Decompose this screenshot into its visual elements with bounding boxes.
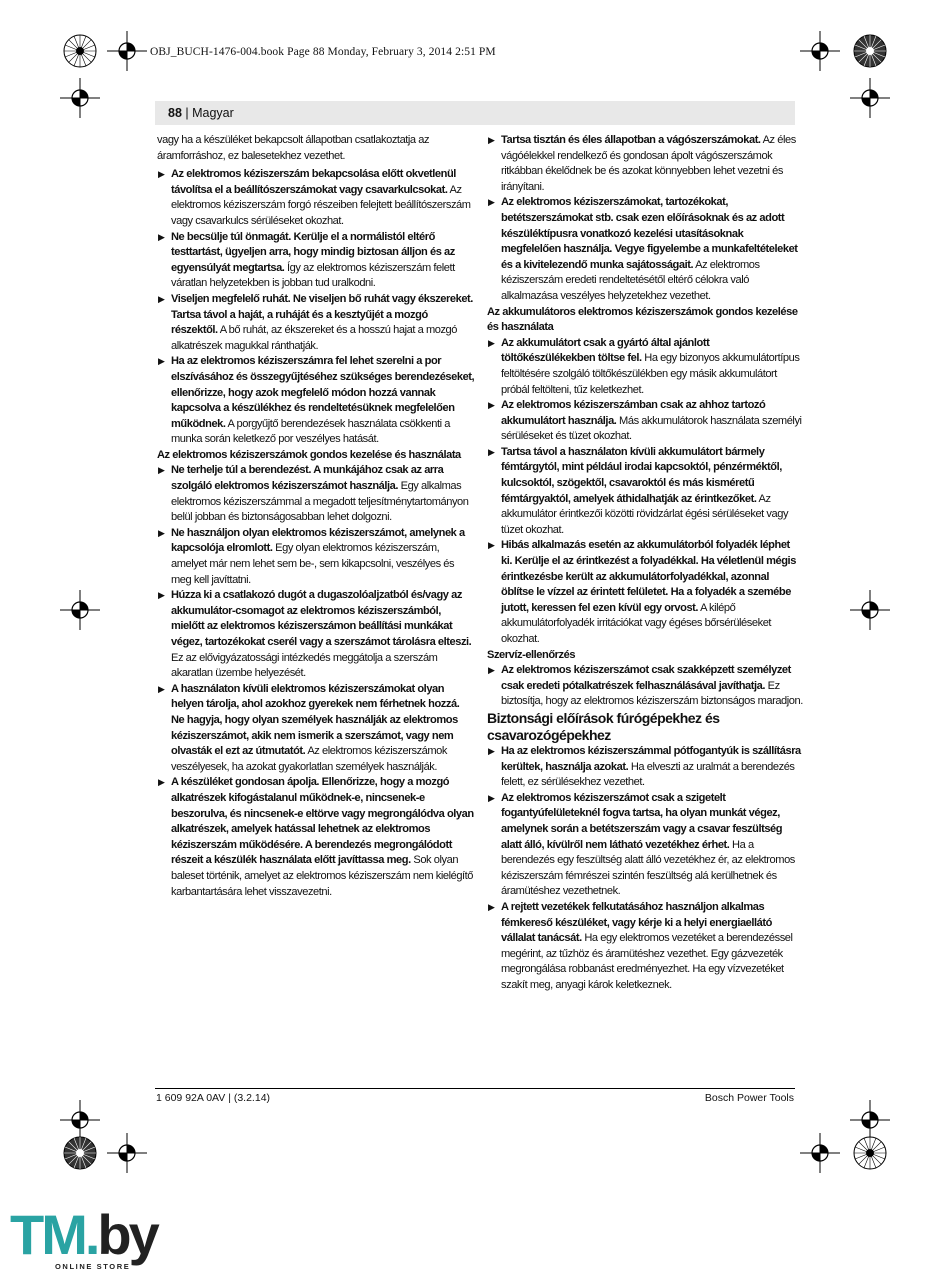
page-number: 88: [168, 106, 182, 120]
bullet-item-bold: A rejtett vezetékek felkutatásához használjon alkalmas fémkereső készüléket, vagy kérje ki a helyi energiaellátó vállalat tanácsát.: [501, 900, 772, 945]
section-heading-battery: Az akkumulátoros elektromos kéziszerszámok gondos kezelése és használata: [487, 305, 798, 334]
bullet-item: [487, 744, 803, 791]
registration-target-icon: [60, 1133, 100, 1173]
right-list-c: [487, 663, 803, 710]
crosshair-mark-icon: [850, 590, 890, 630]
section-heading-service: Szervíz-ellenőrzés: [487, 648, 576, 661]
triangle-bullet-icon: ▶: [158, 231, 165, 242]
triangle-bullet-icon: ▶: [488, 745, 495, 756]
bullet-item-bold: Ha az elektromos kéziszerszámra fel lehet szerelni a por elszívásához és összegyűjtéséhez szükséges berendezéseket, ellenőrizze, hogy azok megfelelő módon hozzá vannak kapcsolva a készülékhez és rendeltetésüknek megfelelően működnek.: [171, 355, 475, 430]
bullet-item-text: Egy olyan elektromos kéziszerszám, amelyet már nem lehet sem be-, sem kikapcsolni, veszélyes és meg kell javíttatni.: [171, 542, 455, 586]
registration-target-icon: [850, 1133, 890, 1173]
right-list-b: [487, 336, 803, 648]
bullet-item-bold: Ne becsülje túl önmagát. Kerülje el a normálistól eltérő testtartást, ügyeljen arra, hogy mindig biztosan álljon és az egyensúlyát megtartsa.: [171, 230, 455, 274]
svg-text:TM.by: TM.by: [10, 1203, 157, 1266]
right-list-a: [487, 133, 803, 305]
bullet-item: [157, 682, 475, 776]
print-slug: OBJ_BUCH-1476-004.book Page 88 Monday, February 3, 2014 2:51 PM: [150, 46, 496, 58]
crosshair-mark-icon: [60, 78, 100, 118]
left-column: [157, 133, 475, 900]
bullet-item: [157, 463, 475, 525]
left-list-b: [157, 463, 475, 900]
bullet-item-bold: Viseljen megfelelő ruhát. Ne viseljen bő ruhát vagy ékszereket. Tartsa távol a haját, a ruháját és a kesztyűjét a mozgó részektől.: [171, 292, 473, 337]
bullet-item-bold: Ha az elektromos kéziszerszámmal pótfogantyúk is szállításra kerültek, használja azokat.: [501, 744, 801, 773]
bullet-item: [157, 292, 475, 354]
bullet-item: [487, 900, 803, 994]
triangle-bullet-icon: ▶: [488, 901, 495, 912]
bullet-item-bold: Hibás alkalmazás esetén az akkumulátorból folyadék léphet ki. Kerülje el az érintkezést a folyadékkal. Ha véletlenül mégis érintkezésbe került az akkumulátorfolyadékkal, azonnal öblítse le vízzel az érintett felületet. Ha a folyadék a szemébe jutott, keressen fel ezen kívül egy orvost.: [501, 539, 796, 614]
triangle-bullet-icon: ▶: [488, 792, 495, 803]
header-language: Magyar: [192, 106, 234, 120]
triangle-bullet-icon: ▶: [158, 169, 165, 180]
crosshair-mark-icon: [107, 1133, 147, 1173]
bullet-item-text: A kilépő akkumulátorfolyadék irritációkat vagy égéses bőrsérüléseket okozhat.: [501, 601, 772, 645]
triangle-bullet-icon: ▶: [158, 590, 165, 601]
triangle-bullet-icon: ▶: [488, 197, 495, 208]
header-separator: |: [181, 106, 193, 120]
bullet-item-text: Így az elektromos kéziszerszám felett váratlan helyzetekben is jobban tud uralkodni.: [171, 261, 455, 290]
crosshair-mark-icon: [60, 590, 100, 630]
bullet-item-bold: Tartsa tisztán és éles állapotban a vágószerszámokat.: [501, 134, 761, 146]
bullet-item: [487, 663, 803, 710]
registration-target-icon: [60, 31, 100, 71]
section-heading-tool-care: Az elektromos kéziszerszámok gondos kezelése és használata: [157, 448, 461, 461]
bullet-item-bold: Tartsa távol a használaton kívüli akkumulátort bármely fémtárgytól, mint például irodai kapcsoktól, pénzérméktől, kulcsoktól, szögektől, csavaroktól és más kisméretű fémtárgyaktól, amelyek áthidalhatják az érintkezőket.: [501, 445, 782, 505]
page-header-bar: [155, 101, 795, 125]
bullet-item-text: Az éles vágóélekkel rendelkező és gondosan ápolt vágószerszámok ritkábban ékelődnek be és azokat könnyebben lehet vezetni és irányítani.: [501, 134, 796, 193]
triangle-bullet-icon: ▶: [488, 337, 495, 348]
footer-doc-code: 1 609 92A 0AV | (3.2.14): [156, 1092, 271, 1104]
bullet-item-text: Az elektromos kéziszerszámok veszélyesek, ha azokat gyakorlatlan személyek használják.: [171, 745, 447, 773]
bullet-item-bold: A használaton kívüli elektromos kéziszerszámokat olyan helyen tárolja, ahol azokhoz gyerekek nem férhetnek hozzá. Ne hagyja, hogy olyan személyek használják az elektromos kéziszerszámot, akik nem ismerik a szerszámot, vagy nem olvasták el ezt az útmutatót.: [171, 682, 460, 758]
triangle-bullet-icon: ▶: [488, 446, 495, 457]
bullet-item: [487, 336, 803, 398]
crosshair-mark-icon: [800, 1133, 840, 1173]
footer-rule: [155, 1088, 795, 1089]
bullet-item-bold: Az elektromos kéziszerszámokat, tartozékokat, betétszerszámokat stb. csak ezen előírásoknak és az adott készüléktípusra vonatkozó kezelési utasításoknak megfelelően használja. Vegye figyelembe a munkafeltételeket és a kivitelezendő munka sajátosságait.: [501, 196, 798, 271]
bullet-item: [157, 167, 475, 229]
bullet-item-text: Az akkumulátor érintkezői közötti rövidzárlat égési sérüléseket vagy tüzet okozhat.: [501, 492, 789, 536]
bullet-item-text: Ez az elővigyázatossági intézkedés meggátolja a szerszám akaratlan üzembe helyezését.: [171, 651, 438, 680]
right-list-d: [487, 744, 803, 994]
bullet-item-text: Egy alkalmas elektromos kéziszerszámmal a megadott teljesítménytartományon belül jobban és biztonságosabban lehet dolgozni.: [171, 480, 469, 524]
bullet-item-bold: Az elektromos kéziszerszámot csak szakképzett személyzet csak eredeti pótalkatrészek felhasználásával javíthatja.: [501, 664, 791, 692]
bullet-item-bold: Az akkumulátort csak a gyártó által ajánlott töltőkészülékekben töltse fel.: [501, 336, 710, 365]
page-header: [168, 106, 234, 120]
triangle-bullet-icon: ▶: [488, 135, 495, 145]
registration-target-icon: [850, 31, 890, 71]
left-list-a: [157, 167, 475, 448]
right-column: [487, 133, 803, 993]
bullet-item-text: Ha elveszti az uralmát a berendezés felett, ez sérülésekhez vezethet.: [501, 760, 795, 789]
svg-text:ONLINE STORE: ONLINE STORE: [55, 1262, 131, 1271]
bullet-item-text: Ez biztosítja, hogy az elektromos kéziszerszám biztonságos maradjon.: [501, 679, 803, 708]
bullet-item-text: Az elektromos kéziszerszám eredeti rendeltetésétől eltérő célokra való alkalmazása veszélyes helyzetekhez vezethet.: [501, 258, 760, 302]
bullet-item: [157, 230, 475, 292]
bullet-item: [487, 538, 803, 647]
bullet-item-bold: A készüléket gondosan ápolja. Ellenőrizze, hogy a mozgó alkatrészek kifogástalanul működnek-e, nincsenek-e beszorulva, és nincsenek-e eltörve vagy megrongálódva olyan alkatrészek, amelyek hatással lehetnek az elektromos kéziszerszám működésére. A berendezés megrongálódott részeit a készülék használata előtt javíttassa meg.: [171, 776, 474, 867]
bullet-item: [487, 133, 803, 195]
bullet-item: [157, 588, 475, 682]
bullet-item-bold: Ne használjon olyan elektromos kéziszerszámot, amelynek a kapcsolója elromlott.: [171, 526, 465, 555]
crosshair-mark-icon: [107, 31, 147, 71]
section-heading-drills: Biztonsági előírások fúrógépekhez és csavarozógépekhez: [487, 709, 720, 743]
bullet-item-text: Ha a berendezés egy feszültség alatt álló vezetékhez ér, az elektromos kéziszerszám fémrészei szintén feszültség alá kerülhetnek és áramütéshez vezethetnek.: [501, 838, 795, 898]
triangle-bullet-icon: ▶: [488, 540, 495, 551]
bullet-item: [157, 526, 475, 588]
bullet-item: [487, 398, 803, 445]
intro-paragraph: vagy ha a készüléket bekapcsolt állapotban csatlakoztatja az áramforráshoz, ez balesetekhez vezethet.: [157, 134, 430, 162]
bullet-item: [487, 791, 803, 900]
bullet-item: [157, 354, 475, 448]
bullet-item-text: Ha egy bizonyos akkumulátortípus feltöltésére szolgáló töltőkészülékben egy másik akkumulátort próbál feltölteni, tűz keletkezhet.: [501, 352, 800, 396]
bullet-item-text: A bő ruhát, az ékszereket és a hosszú hajat a mozgó alkatrészek magukkal ránthatják.: [171, 324, 457, 352]
bullet-item-bold: Az elektromos kéziszerszámot csak a szigetelt fogantyúfelületeknél fogva tartsa, ha olyan munkát végez, amelynek során a betétszerszám vagy a csavar feszültség alatt álló, kívülről nem látható vezetékhez érhet.: [501, 791, 783, 851]
footer-brand: Bosch Power Tools: [704, 1092, 794, 1104]
triangle-bullet-icon: ▶: [158, 293, 165, 304]
triangle-bullet-icon: ▶: [488, 665, 495, 676]
bullet-item-text: Más akkumulátorok használata személyi sérüléseket és tüzet okozhat.: [501, 414, 802, 443]
bullet-item-bold: Ne terhelje túl a berendezést. A munkájához csak az arra szolgáló elektromos kéziszerszámot használja.: [171, 464, 444, 493]
triangle-bullet-icon: ▶: [488, 400, 495, 411]
triangle-bullet-icon: ▶: [158, 356, 165, 367]
bullet-item-text: Az elektromos kéziszerszám forgó részeiben felejtett beállítószerszám vagy csavarkulcs sérüléseket okozhat.: [171, 183, 471, 227]
triangle-bullet-icon: ▶: [158, 683, 165, 694]
triangle-bullet-icon: ▶: [158, 465, 165, 476]
bullet-item-bold: Az elektromos kéziszerszám bekapcsolása előtt okvetlenül távolítsa el a beállítószerszámokat vagy csavarkulcsokat.: [171, 168, 456, 196]
bullet-item-text: A porgyűjtő berendezések használata csökkenti a munka során keletkező por veszélyes hatását.: [171, 417, 450, 446]
tm-by-logo: [8, 1203, 157, 1272]
triangle-bullet-icon: ▶: [158, 527, 165, 538]
bullet-item: [157, 775, 475, 900]
crosshair-mark-icon: [800, 31, 840, 71]
bullet-item-text: Sok olyan baleset történik, amelyet az elektromos kéziszerszám nem kielégítő karbantartására lehet visszavezetni.: [171, 854, 474, 898]
triangle-bullet-icon: ▶: [158, 777, 165, 788]
bullet-item-text: Ha egy elektromos vezetéket a berendezéssel megérint, az tűzhöz és áramütéshez vezethet. Egy gázvezeték megrongálása robbanást eredményezhet. Ha egy vízvezetéket szakít meg, anyagi károk keletkeznek.: [501, 932, 793, 991]
bullet-item-bold: Az elektromos kéziszerszámban csak az ahhoz tartozó akkumulátort használja.: [501, 399, 766, 427]
crosshair-mark-icon: [850, 78, 890, 118]
bullet-item: [487, 195, 803, 304]
bullet-item: [487, 445, 803, 539]
bullet-item-bold: Húzza ki a csatlakozó dugót a dugaszolóaljzatból és/vagy az akkumulátor-csomagot az elektromos kéziszerszámból, mielőtt az elektromos kéziszerszámon beállítási munkákat végez, tartozékokat cserél vagy a szerszámot tárolásra elteszi.: [171, 589, 472, 648]
